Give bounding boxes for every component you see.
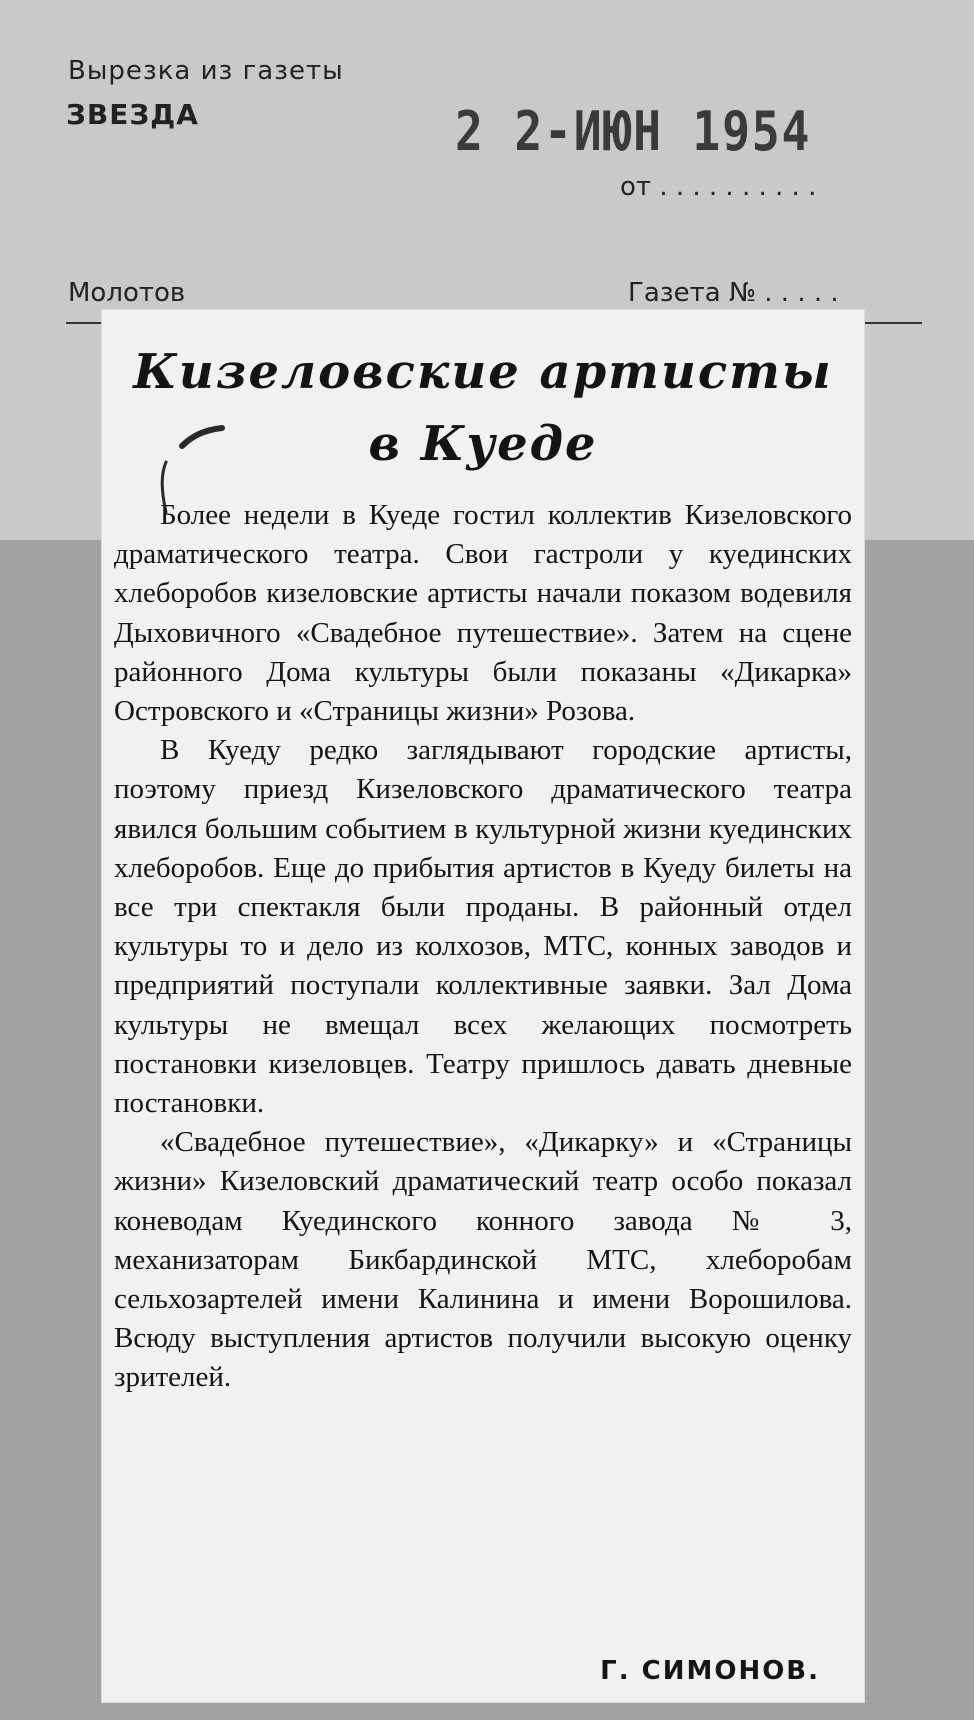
header-rule-right bbox=[862, 322, 922, 324]
clip-source-label: Вырезка из газеты bbox=[68, 56, 344, 86]
city-label: Молотов bbox=[68, 278, 186, 308]
header-rule-left bbox=[66, 322, 106, 324]
from-field: от . . . . . . . . . . bbox=[620, 172, 817, 202]
headline-line-1: Кизеловские артисты bbox=[133, 344, 833, 400]
article-paragraph-1: Более недели в Куеде гостил коллектив Кизеловского драматического театра. Свои гастроли у куединских хлеборобов кизеловские артисты начали показом водевиля Дыховичного «Свадебное путешествие». Затем на сцене районного Дома культуры были показаны «Дикарка» Островского и «Страницы жизни» Розова. bbox=[114, 499, 852, 728]
article-paragraph-2: В Куеду редко заглядывают городские артисты, поэтому приезд Кизеловского драматического театра явился большим событием в культурной жизни куединских хлеборобов. Еще до прибытия артистов в Куеду билеты на все три спектакля были проданы. В районный отдел культуры то и дело из колхозов, МТС, конных заводов и предприятий поступали коллективные заявки. Зал Дома культуры не вмещал всех желающих посмотреть постановки кизеловцев. Театру пришлось давать дневные постановки. bbox=[114, 734, 852, 1120]
author-signature: Г. СИМОНОВ. bbox=[600, 1656, 820, 1686]
newspaper-name: ЗВЕЗДА bbox=[66, 98, 199, 131]
article-body bbox=[114, 496, 852, 1398]
article-paragraph-3: «Свадебное путешествие», «Дикарку» и «Страницы жизни» Кизеловский драматический театр особо показал коневодам Куединского конного завода № 3, механизаторам Бикбардинской МТС, хлеборобам сельхозартелей имени Калинина и имени Ворошилова. Всюду выступления артистов получили высокую оценку зрителей. bbox=[114, 1126, 852, 1394]
issue-number-field: Газета № . . . . . bbox=[628, 278, 839, 308]
date-stamp: 2 2-ИЮН 1954 bbox=[455, 100, 812, 163]
headline-line-2: в Куеде bbox=[368, 416, 598, 472]
newspaper-clipping bbox=[102, 310, 864, 1702]
